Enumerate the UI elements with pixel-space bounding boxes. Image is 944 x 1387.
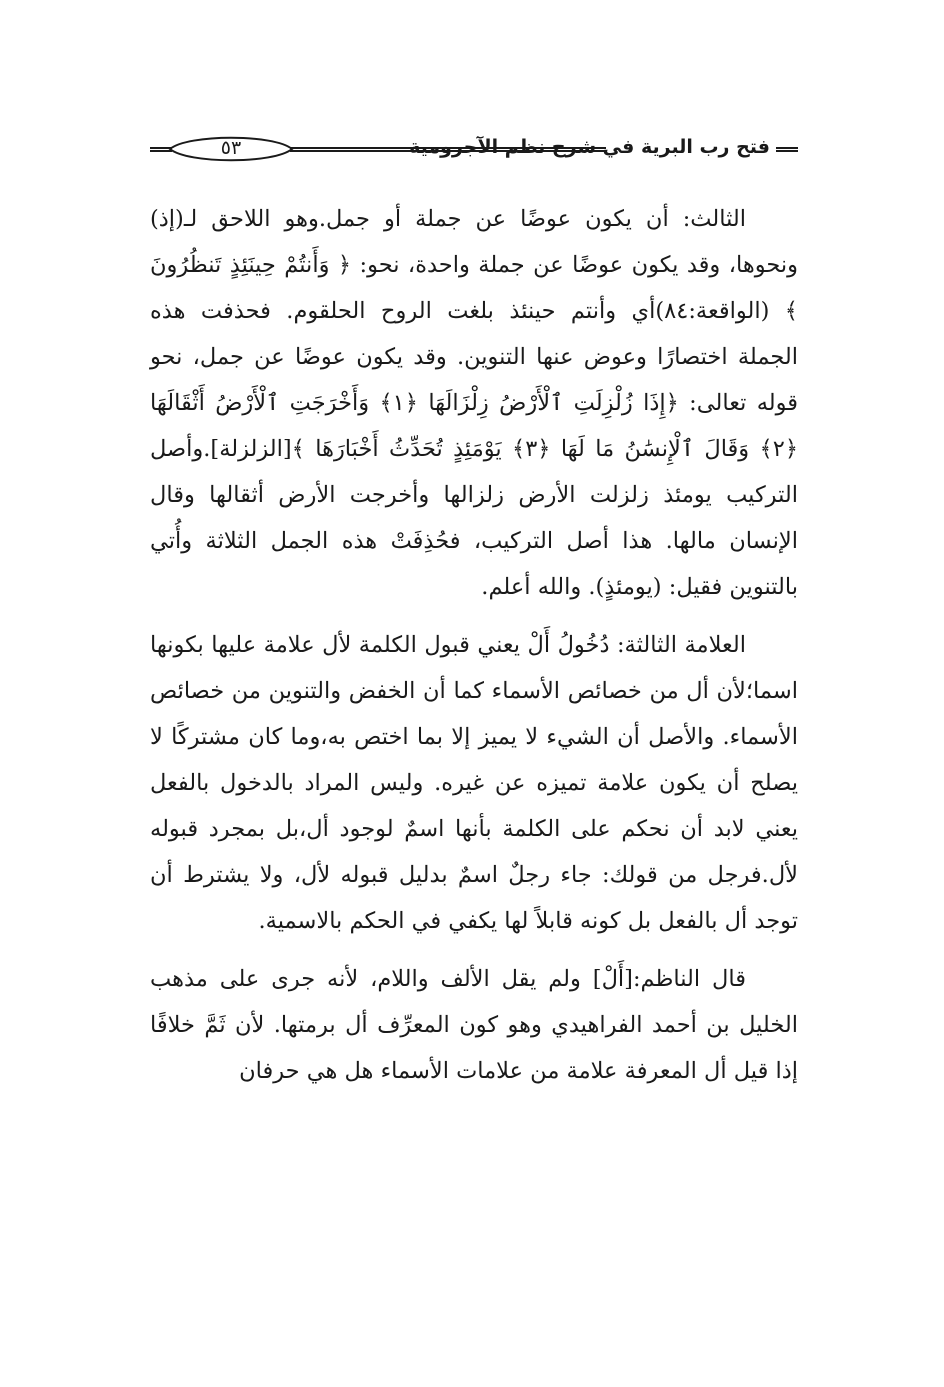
header-left-rule bbox=[150, 147, 172, 152]
paragraph-third-sign-al: العلامة الثالثة: دُخُولُ أَلْ يعني قبول الكلمة لأل علامة عليها بكونها اسما؛لأن أل من خصائص الأسماء كما أن الخفض والتنوين من خصائص الأسماء. والأصل أن الشيء لا يميز إلا بما اختص به،وما كان مشتركًا لا يصلح أن يكون علامة تميزه عن غيره. وليس المراد بالدخول بالفعل يعني لابد أن نحكم على الكلمة بأنها اسمٌ لوجود أل،بل بمجرد قبوله لأل.فرجل من قولك: جاء رجلٌ اسمٌ بدليل قبوله لأل، ولا يشترط أن توجد أل بالفعل بل كونه قابلاً لها يكفي في الحكم بالاسمية. bbox=[150, 632, 798, 934]
paragraph-third-type-tanween: الثالث: أن يكون عوضًا عن جملة أو جمل.وهو اللاحق لـ(إذ) ونحوها، وقد يكون عوضًا عن جملة واحدة، نحو: ﴿ وَأَنتُمْ حِينَئِذٍ تَنظُرُونَ ﴾ (الواقعة:٨٤)أي وأنتم حينئذ بلغت الروح الحلقوم. فحذفت هذه الجملة اختصارًا وعوض عنها التنوين. وقد يكون عوضًا عن جمل، نحو قوله تعالى: ﴿إِذَا زُلْزِلَتِ ٱلْأَرْضُ زِلْزَالَهَا ﴿١﴾ وَأَخْرَجَتِ ٱلْأَرْضُ أَثْقَالَهَا ﴿٢﴾ وَقَالَ ٱلْإِنسَٰنُ مَا لَهَا ﴿٣﴾ يَوْمَئِذٍ تُحَدِّثُ أَخْبَارَهَا ﴾[الزلزلة].وأصل التركيب يومئذ زلزلت الأرض زلزالها وأخرجت الأرض أثقالها وقال الإنسان مالها. هذا أصل التركيب، فحُذِفَتْ هذه الجمل الثلاثة وأُتي بالتنوين فقيل: (يومئذٍ). والله أعلم. bbox=[150, 206, 798, 600]
paragraph-nazim-al: قال الناظم:[أَلْ] ولم يقل الألف واللام، لأنه جرى على مذهب الخليل بن أحمد الفراهيدي وهو كون المعرِّف أل برمتها. لأن ثَمَّ خلافًا إذا قيل أل المعرفة علامة من علامات الأسماء هل هي حرفان bbox=[150, 966, 798, 1084]
header-rule bbox=[290, 147, 606, 152]
header-end-rule bbox=[776, 147, 798, 152]
main-text bbox=[150, 196, 798, 1094]
header-title: فتح رب البرية في شرح نظم الآجرومية bbox=[409, 136, 770, 158]
page-number-badge bbox=[168, 132, 294, 166]
page-number: ٥٣ bbox=[220, 137, 242, 159]
running-header bbox=[150, 128, 798, 172]
